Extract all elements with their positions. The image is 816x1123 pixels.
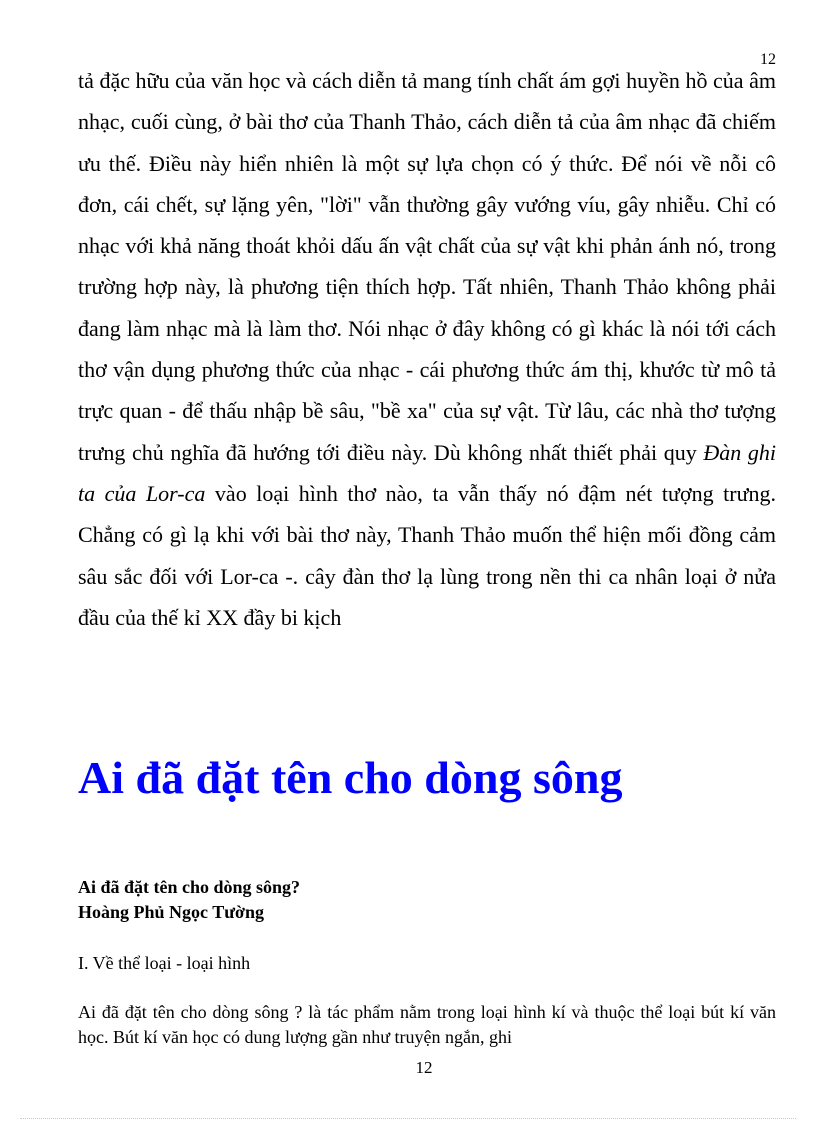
- work-title: Ai đã đặt tên cho dòng sông?: [78, 877, 301, 897]
- paragraph: [78, 60, 776, 638]
- work-info: [78, 875, 678, 925]
- paragraph: Ai đã đặt tên cho dòng sông ? là tác phẩm nằm trong loại hình kí và thuộc thể loại bút kí văn học. Bút kí văn học có dung lượng gần như truyện ngắn, ghi: [78, 1002, 776, 1047]
- page-number-top: 12: [760, 51, 776, 68]
- poem-title: Đàn ghi ta của Lor-ca: [78, 439, 777, 506]
- paragraph-text-end: vào loại hình thơ nào, ta vẫn thấy nó đậm nét tượng trưng. Chẳng có gì lạ khi với bài thơ này, Thanh Thảo muốn thể hiện mối đồng cảm sâu sắc đối với Lor-ca -. cây đàn thơ lạ lùng trong nền thi ca nhân loại ở nửa đầu của thế kỉ XX đầy bi kịch: [78, 480, 776, 630]
- author-name: Hoàng Phủ Ngọc Tường: [78, 902, 264, 922]
- page-number-bottom: 12: [415, 1058, 433, 1077]
- paragraph-text-start: tả đặc hữu của văn học và cách diễn tả mang tính chất ám gợi huyền hồ của âm nhạc, cuối cùng, ở bài thơ của Thanh Thảo, cách diễn tả của âm nhạc đã chiếm ưu thế. Điều này hiển nhiên là một sự lựa chọn có ý thức. Để nói về nỗi cô đơn, cái chết, sự lặng yên, "lời" vẫn thường gây vướng víu, gây nhiễu. Chỉ có nhạc với khả năng thoát khỏi dấu ấn vật chất của sự vật khi phản ánh nó, trong trường hợp này, là phương tiện thích hợp. Tất nhiên, Thanh Thảo không phải đang làm nhạc mà là làm thơ. Nói nhạc ở đây không có gì khác là nói tới cách thơ vận dụng phương thức của nhạc - cái phương thức ám thị, khước từ mô tả trực quan - để thấu nhập bề sâu, "bề xa" của sự vật. Từ lâu, các nhà thơ tượng trưng chủ nghĩa đã hướng tới điều này. Dù không nhất thiết phải quy: [78, 68, 776, 465]
- subsection-heading: I. Về thể loại - loại hình: [78, 953, 251, 973]
- page-divider: [20, 1118, 796, 1119]
- section-title: Ai đã đặt tên cho dòng sông: [78, 752, 623, 803]
- body-text: [78, 60, 776, 638]
